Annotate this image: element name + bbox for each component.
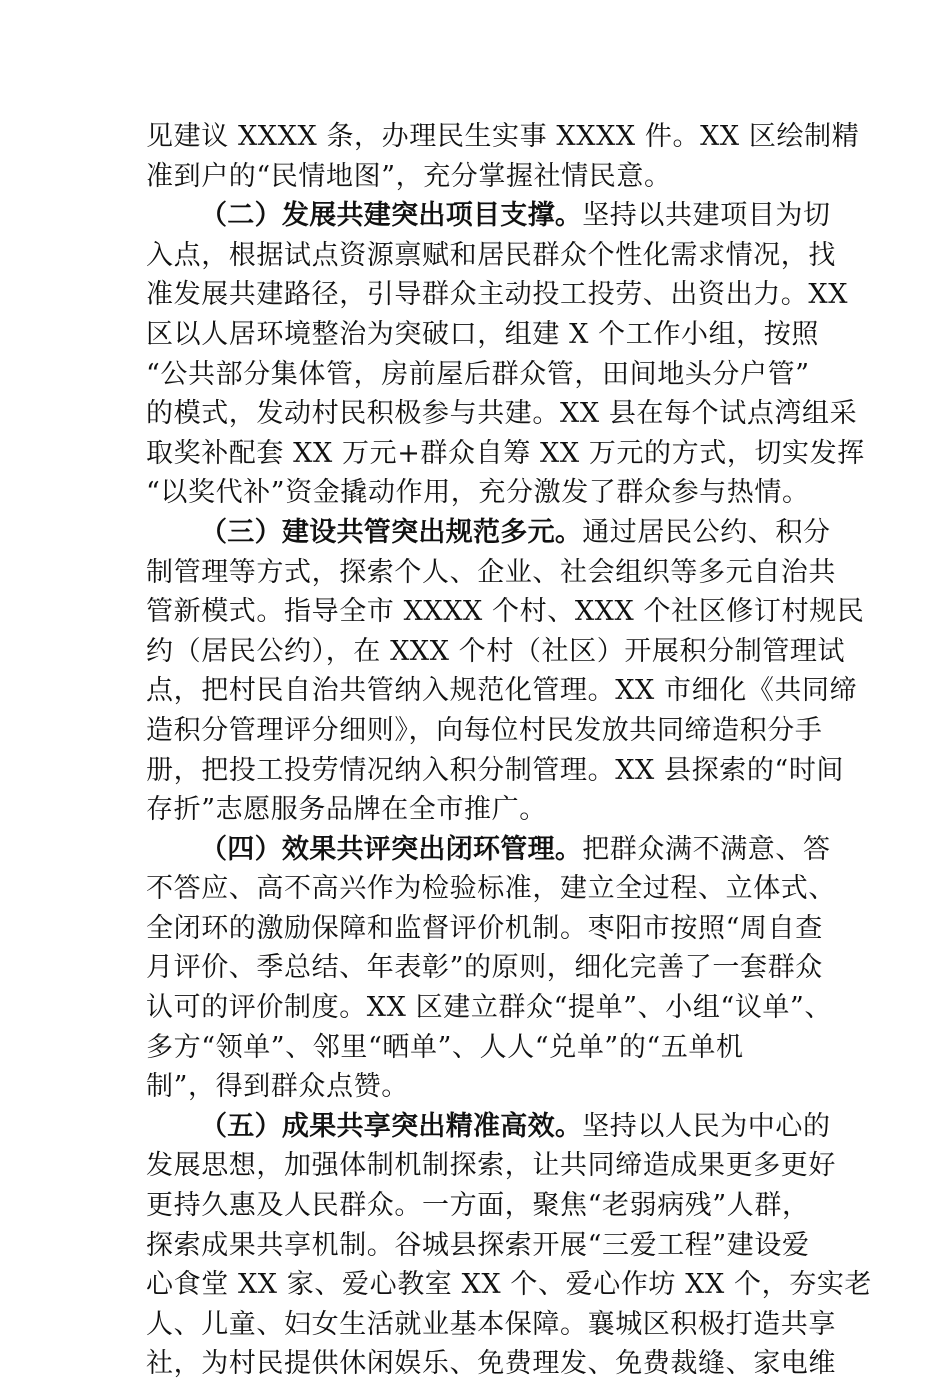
text-line: 更持久惠及人民群众。一方面，聚焦“老弱病残”人群， <box>146 1190 810 1222</box>
section-first-line <box>146 196 831 236</box>
text-line: 制管理等方式，探索个人、企业、社会组织等多元自治共 <box>146 556 836 588</box>
text-line: “以奖代补”资金撬动作用，充分激发了群众参与热情。 <box>146 477 810 509</box>
text-line: 月评价、季总结、年表彰”的原则，细化完善了一套群众 <box>146 952 823 984</box>
text-line: 准到户的“民情地图”，充分掌握社情民意。 <box>146 160 672 192</box>
text-line: 约（居民公约），在 XXX 个村（社区）开展积分制管理试 <box>146 635 846 667</box>
text-line: 造积分管理评分细则》，向每位村民发放共同缔造积分手 <box>146 714 823 746</box>
text-line: 心食堂 XX 家、爱心教室 XX 个、爱心作坊 XX 个，夯实老 <box>146 1269 873 1301</box>
text-line: 管新模式。指导全市 XXXX 个村、XXX 个社区修订村规民 <box>146 596 865 628</box>
section-first-line <box>146 1107 831 1147</box>
text-line: 发展思想，加强体制机制探索，让共同缔造成果更多更好 <box>146 1150 836 1182</box>
section-heading: （五）成果共享突出精准高效。 <box>200 1110 583 1142</box>
section-heading: （四）效果共评突出闭环管理。 <box>200 833 583 865</box>
text-line: 取奖补配套 XX 万元+群众自筹 XX 万元的方式，切实发挥 <box>146 437 865 469</box>
text-line: “公共部分集体管，房前屋后群众管，田间地头分户管” <box>146 358 810 390</box>
section-first-line <box>146 830 831 870</box>
body-text <box>146 117 873 1384</box>
text-line: 人、儿童、妇女生活就业基本保障。襄城区积极打造共享 <box>146 1308 836 1340</box>
text-line: 入点，根据试点资源禀赋和居民群众个性化需求情况，找 <box>146 239 836 271</box>
text-line: 册，把投工投劳情况纳入积分制管理。XX 县探索的“时间 <box>146 754 845 786</box>
section-heading: （三）建设共管突出规范多元。 <box>200 516 583 548</box>
text-line: 点，把村民自治共管纳入规范化管理。XX 市细化《共同缔 <box>146 675 858 707</box>
text-line: 全闭环的激励保障和监督评价机制。枣阳市按照“周自查 <box>146 912 823 944</box>
section-first-line-text: 坚持以共建项目为切 <box>582 200 831 232</box>
section-first-line-text: 把群众满不满意、答 <box>582 833 831 865</box>
text-line: 多方“领单”、邻里“晒单”、人人“兑单”的“五单机 <box>146 1031 744 1063</box>
text-line: 探索成果共享机制。谷城县探索开展“三爱工程”建设爱 <box>146 1229 810 1261</box>
section-first-line-text: 坚持以人民为中心的 <box>582 1110 831 1142</box>
section-first-line <box>146 513 831 553</box>
section-first-line-text: 通过居民公约、积分 <box>582 516 831 548</box>
text-line: 社，为村民提供休闲娱乐、免费理发、免费裁缝、家电维 <box>146 1348 836 1380</box>
text-line: 的模式，发动村民积极参与共建。XX 县在每个试点湾组采 <box>146 398 858 430</box>
text-line: 准发展共建路径，引导群众主动投工投劳、出资出力。XX <box>146 279 849 311</box>
text-line: 区以人居环境整治为突破口，组建 X 个工作小组，按照 <box>146 318 819 350</box>
text-line: 不答应、高不高兴作为检验标准，建立全过程、立体式、 <box>146 873 836 905</box>
text-line: 见建议 XXXX 条，办理民生实事 XXXX 件。XX 区绘制精 <box>146 121 860 152</box>
text-line: 存折”志愿服务品牌在全市推广。 <box>146 794 547 826</box>
section-heading: （二）发展共建突出项目支撑。 <box>200 200 583 232</box>
text-line: 制”，得到群众点赞。 <box>146 1071 409 1103</box>
text-line: 认可的评价制度。XX 区建立群众“提单”、小组“议单”、 <box>146 992 833 1024</box>
